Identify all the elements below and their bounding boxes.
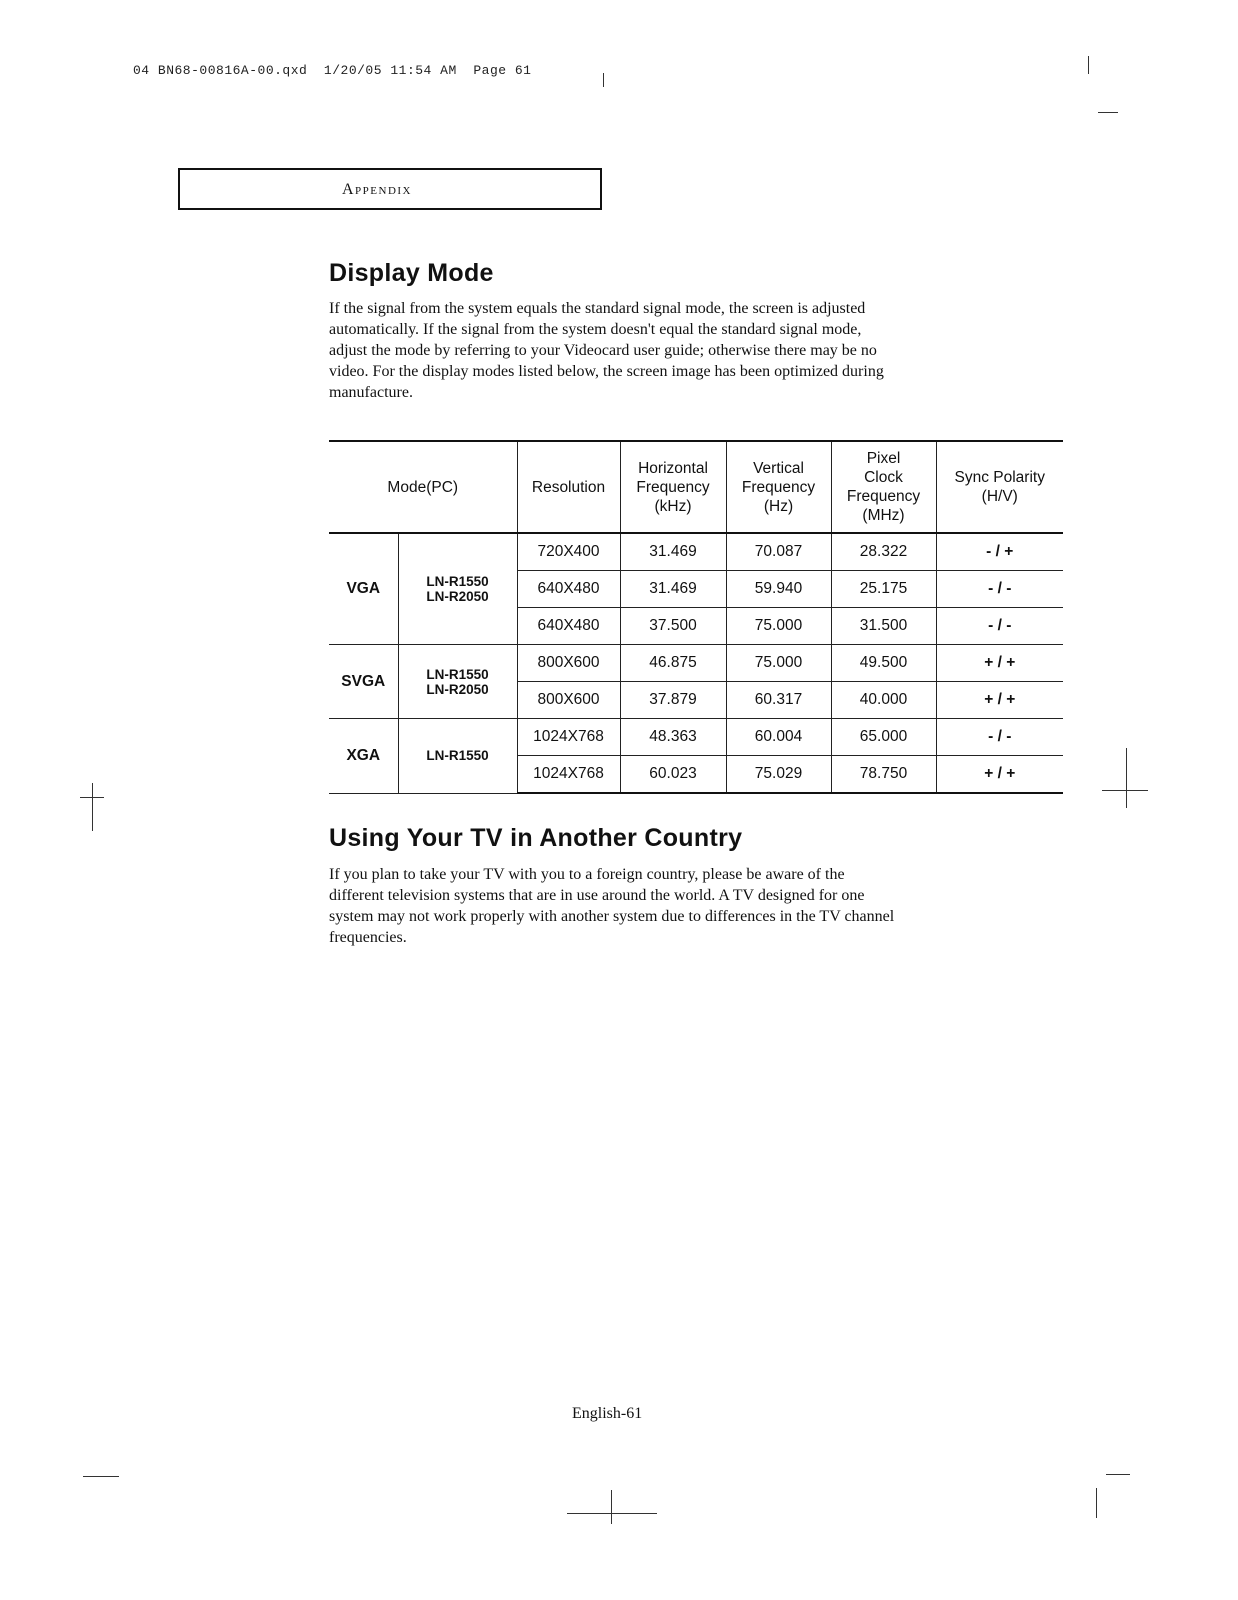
resolution-cell: 640X480 xyxy=(517,608,620,645)
table-row xyxy=(329,719,1063,756)
model-cell: LN-R1550 xyxy=(398,719,517,794)
registration-mark xyxy=(1088,56,1089,74)
header-horizontal-frequency: Horizontal Frequency (kHz) xyxy=(620,441,726,533)
registration-mark xyxy=(611,1490,612,1524)
v-freq-cell: 75.000 xyxy=(726,608,831,645)
h-freq-cell: 48.363 xyxy=(620,719,726,756)
resolution-cell: 1024X768 xyxy=(517,756,620,794)
crop-mark xyxy=(1096,1488,1097,1518)
display-mode-title: Display Mode xyxy=(329,259,494,287)
crop-mark xyxy=(1098,112,1118,113)
resolution-cell: 640X480 xyxy=(517,571,620,608)
pixel-clock-cell: 40.000 xyxy=(831,682,936,719)
h-freq-cell: 31.469 xyxy=(620,533,726,571)
pixel-clock-cell: 78.750 xyxy=(831,756,936,794)
registration-mark xyxy=(92,783,93,831)
registration-mark xyxy=(1126,748,1127,808)
h-freq-cell: 37.500 xyxy=(620,608,726,645)
h-freq-cell: 60.023 xyxy=(620,756,726,794)
model-cell: LN-R1550 LN-R2050 xyxy=(398,645,517,719)
paragraph-line: system may not work properly with another system due to differences in the TV channel xyxy=(329,908,895,925)
another-country-paragraph xyxy=(329,864,999,948)
sync-cell: - / - xyxy=(936,571,1063,608)
header-pixel-clock: Pixel Clock Frequency (MHz) xyxy=(831,441,936,533)
another-country-title: Using Your TV in Another Country xyxy=(329,824,743,852)
mode-cell-xga: XGA xyxy=(329,719,398,794)
sync-cell: - / - xyxy=(936,719,1063,756)
v-freq-cell: 75.029 xyxy=(726,756,831,794)
crop-mark xyxy=(1106,1474,1130,1475)
paragraph-line: If you plan to take your TV with you to a foreign country, please be aware of the xyxy=(329,866,845,883)
header-sync-polarity: Sync Polarity (H/V) xyxy=(936,441,1063,533)
v-freq-cell: 60.317 xyxy=(726,682,831,719)
v-freq-cell: 70.087 xyxy=(726,533,831,571)
page-number: English-61 xyxy=(572,1405,643,1422)
paragraph-line: automatically. If the signal from the system doesn't equal the standard signal mode, xyxy=(329,321,862,338)
model-cell: LN-R1550 LN-R2050 xyxy=(398,533,517,645)
pixel-clock-cell: 65.000 xyxy=(831,719,936,756)
v-freq-cell: 60.004 xyxy=(726,719,831,756)
paragraph-line: manufacture. xyxy=(329,384,413,401)
display-mode-table xyxy=(329,440,1063,794)
paragraph-line: video. For the display modes listed below, the screen image has been optimized during xyxy=(329,363,884,380)
crop-mark xyxy=(83,1476,119,1477)
registration-mark xyxy=(1102,790,1148,791)
resolution-cell: 800X600 xyxy=(517,645,620,682)
paragraph-line: different television systems that are in use around the world. A TV designed for one xyxy=(329,887,865,904)
print-slug: 04 BN68-00816A-00.qxd 1/20/05 11:54 AM Page 61 xyxy=(133,63,532,78)
sync-cell: - / + xyxy=(936,533,1063,571)
registration-mark xyxy=(567,1513,657,1514)
paragraph-line: adjust the mode by referring to your Videocard user guide; otherwise there may be no xyxy=(329,342,877,359)
mode-cell-svga: SVGA xyxy=(329,645,398,719)
display-mode-paragraph xyxy=(329,298,999,403)
pixel-clock-cell: 28.322 xyxy=(831,533,936,571)
pixel-clock-cell: 31.500 xyxy=(831,608,936,645)
header-vertical-frequency: Vertical Frequency (Hz) xyxy=(726,441,831,533)
sync-cell: - / - xyxy=(936,608,1063,645)
h-freq-cell: 31.469 xyxy=(620,571,726,608)
paragraph-line: frequencies. xyxy=(329,929,407,946)
table-header-row xyxy=(329,441,1063,533)
section-header-box xyxy=(178,168,602,210)
resolution-cell: 720X400 xyxy=(517,533,620,571)
header-mode: Mode(PC) xyxy=(329,441,517,533)
h-freq-cell: 37.879 xyxy=(620,682,726,719)
table-row xyxy=(329,645,1063,682)
paragraph-line: If the signal from the system equals the standard signal mode, the screen is adjusted xyxy=(329,300,866,317)
mode-cell-vga: VGA xyxy=(329,533,398,645)
header-resolution: Resolution xyxy=(517,441,620,533)
resolution-cell: 800X600 xyxy=(517,682,620,719)
h-freq-cell: 46.875 xyxy=(620,645,726,682)
table-row xyxy=(329,533,1063,571)
section-header-label: Appendix xyxy=(342,181,413,198)
sync-cell: + / + xyxy=(936,645,1063,682)
v-freq-cell: 75.000 xyxy=(726,645,831,682)
pixel-clock-cell: 25.175 xyxy=(831,571,936,608)
sync-cell: + / + xyxy=(936,682,1063,719)
pixel-clock-cell: 49.500 xyxy=(831,645,936,682)
registration-mark xyxy=(80,797,104,798)
v-freq-cell: 59.940 xyxy=(726,571,831,608)
registration-mark xyxy=(603,73,604,87)
resolution-cell: 1024X768 xyxy=(517,719,620,756)
sync-cell: + / + xyxy=(936,756,1063,794)
